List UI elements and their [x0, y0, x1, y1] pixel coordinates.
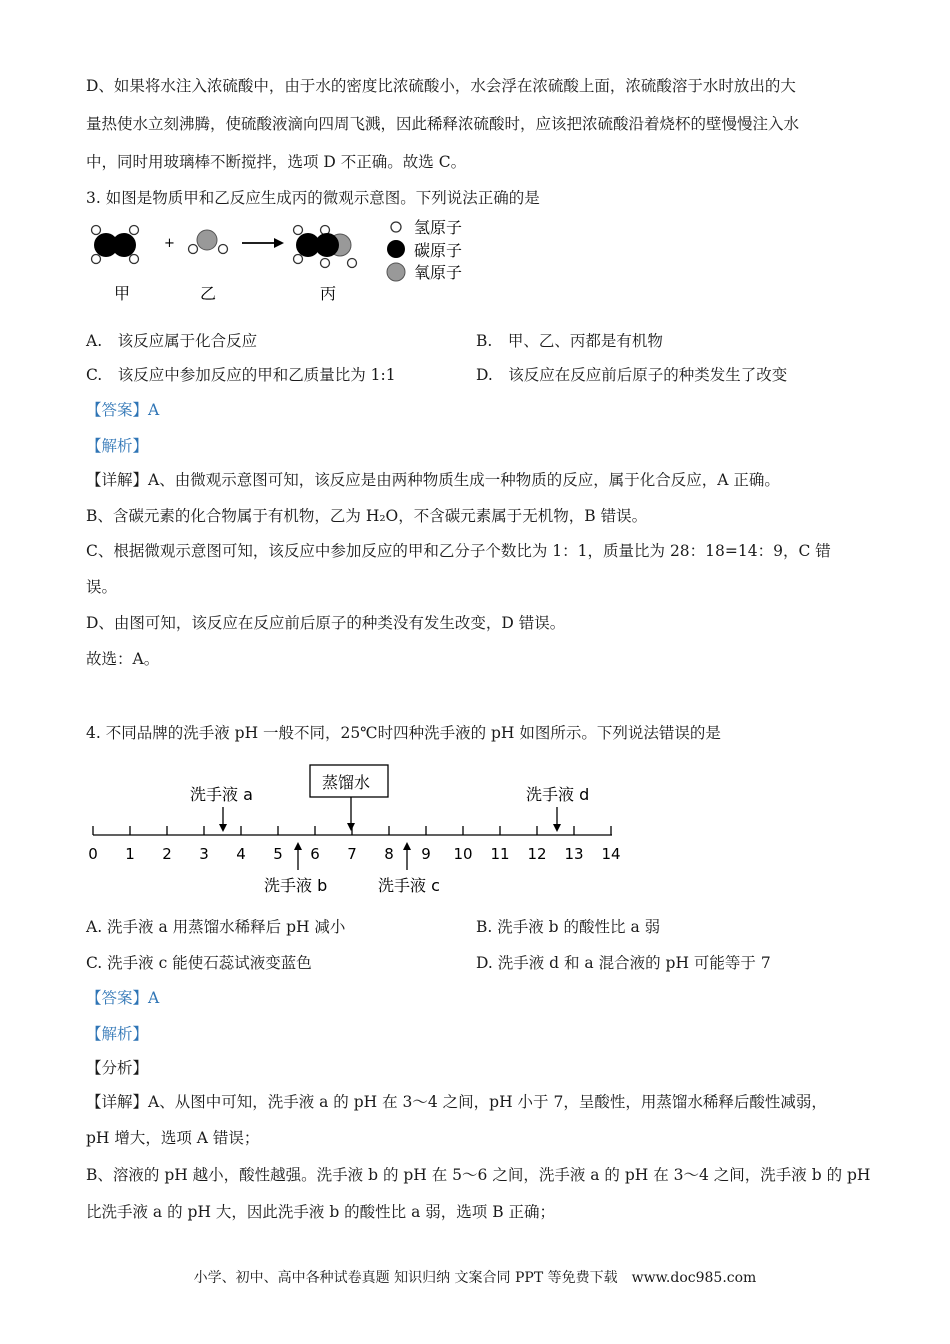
label-handwash-a: 洗手液 a	[190, 785, 253, 804]
detail-line: D、由图可知，该反应在反应前后原子的种类没有发生改变，D 错误。	[86, 614, 566, 632]
scale-tick-label: 14	[601, 845, 621, 863]
detail-line: B、含碳元素的化合物属于有机物，乙为 H₂O，不含碳元素属于无机物，B 错误。	[86, 507, 648, 525]
text-line: 量热使水立刻沸腾，使硫酸液滴向四周飞溅，因此稀释浓硫酸时，应该把浓硫酸沿着烧杯的壁慢慢注入水	[86, 115, 800, 133]
scale-tick-label: 1	[125, 845, 135, 863]
oxygen-legend-icon	[387, 263, 405, 281]
label-distilled-water: 蒸馏水	[322, 773, 371, 792]
reaction-arrow	[242, 238, 284, 248]
question-4-stem: 4. 不同品牌的洗手液 pH 一般不同，25℃时四种洗手液的 pH 如图所示。下列说法错误的是	[86, 724, 721, 742]
scale-tick-label: 5	[273, 845, 283, 863]
option-a: A. 洗手液 a 用蒸馏水稀释后 pH 减小	[86, 918, 346, 936]
water-arrow-icon	[347, 823, 355, 831]
fenxi-heading: 【分析】	[86, 1059, 149, 1077]
question-3-stem: 3. 如图是物质甲和乙反应生成丙的微观示意图。下列说法正确的是	[86, 189, 540, 207]
scale-tick-label: 2	[162, 845, 172, 863]
molecule-a	[92, 226, 139, 264]
option-b: B. 洗手液 b 的酸性比 a 弱	[476, 918, 661, 936]
option-b: B. 甲、乙、丙都是有机物	[476, 332, 663, 350]
molecule-c	[294, 226, 357, 268]
analysis-heading: 【解析】	[86, 437, 149, 455]
scale-tick-label: 0	[88, 845, 98, 863]
ph-scale-diagram	[80, 760, 640, 900]
label-a: 甲	[114, 284, 131, 303]
option-c: C. 洗手液 c 能使石蕊试液变蓝色	[86, 954, 312, 972]
scale-tick-label: 6	[310, 845, 320, 863]
detail-line: 比洗手液 a 的 pH 大，因此洗手液 b 的酸性比 a 弱，选项 B 正确；	[86, 1203, 556, 1221]
plus-sign: +	[164, 236, 175, 251]
text-line: 中，同时用玻璃棒不断搅拌，选项 D 不正确。故选 C。	[86, 153, 467, 171]
legend-carbon: 碳原子	[414, 241, 463, 260]
legend-oxygen: 氧原子	[414, 263, 463, 282]
carbon-legend-icon	[387, 240, 405, 258]
option-d: D. 洗手液 d 和 a 混合液的 pH 可能等于 7	[476, 954, 771, 972]
legend	[387, 218, 462, 282]
label-handwash-c: 洗手液 c	[378, 876, 440, 895]
detail-line: C、根据微观示意图可知，该反应中参加反应的甲和乙分子个数比为 1：1，质量比为 28：18=14：9，C 错	[86, 542, 831, 560]
text-line: D、如果将水注入浓硫酸中，由于水的密度比浓硫酸小，水会浮在浓硫酸上面，浓硫酸溶于水时放出的大	[86, 77, 796, 95]
option-c: C. 该反应中参加反应的甲和乙质量比为 1:1	[86, 366, 396, 384]
option-a: A. 该反应属于化合反应	[86, 332, 258, 350]
scale-tick-label: 4	[236, 845, 246, 863]
arrow-d-icon	[553, 824, 561, 832]
answer: 【答案】A	[86, 989, 160, 1007]
label-handwash-d: 洗手液 d	[526, 785, 590, 804]
detail-line: 【详解】A、由微观示意图可知，该反应是由两种物质生成一种物质的反应，属于化合反应，A 正确。	[86, 471, 780, 489]
scale-tick-label: 9	[421, 845, 431, 863]
scale-tick-label: 7	[347, 845, 357, 863]
detail-line: 故选：A。	[86, 650, 160, 668]
molecule-b	[189, 230, 228, 254]
arrow-c-icon	[403, 842, 411, 850]
scale-tick-label: 10	[453, 845, 473, 863]
label-b: 乙	[200, 284, 217, 303]
scale-tick-label: 3	[199, 845, 209, 863]
legend-hydrogen: 氢原子	[414, 218, 463, 237]
reaction-diagram	[82, 214, 482, 314]
arrow-b-icon	[294, 842, 302, 850]
scale-tick-label: 13	[564, 845, 584, 863]
detail-line: B、溶液的 pH 越小，酸性越强。洗手液 b 的 pH 在 5～6 之间，洗手液 a 的 pH 在 3～4 之间，洗手液 b 的 pH	[86, 1166, 871, 1184]
answer: 【答案】A	[86, 401, 160, 419]
detail-line: pH 增大，选项 A 错误；	[86, 1129, 260, 1147]
detail-line: 【详解】A、从图中可知，洗手液 a 的 pH 在 3～4 之间，pH 小于 7，呈酸性，用蒸馏水稀释后酸性减弱，	[86, 1093, 827, 1111]
scale-tick-label: 8	[384, 845, 394, 863]
label-handwash-b: 洗手液 b	[264, 876, 328, 895]
option-d: D. 该反应在反应前后原子的种类发生了改变	[476, 366, 788, 384]
page-footer: 小学、初中、高中各种试卷真题 知识归纳 文案合同 PPT 等免费下载 www.doc985.com	[193, 1270, 757, 1286]
hydrogen-legend-icon	[391, 222, 401, 232]
scale-tick-label: 11	[490, 845, 510, 863]
analysis-heading: 【解析】	[86, 1025, 149, 1043]
arrow-a-icon	[219, 824, 227, 832]
scale-tick-label: 12	[527, 845, 547, 863]
label-c: 丙	[320, 284, 337, 303]
detail-line: 误。	[86, 578, 118, 596]
